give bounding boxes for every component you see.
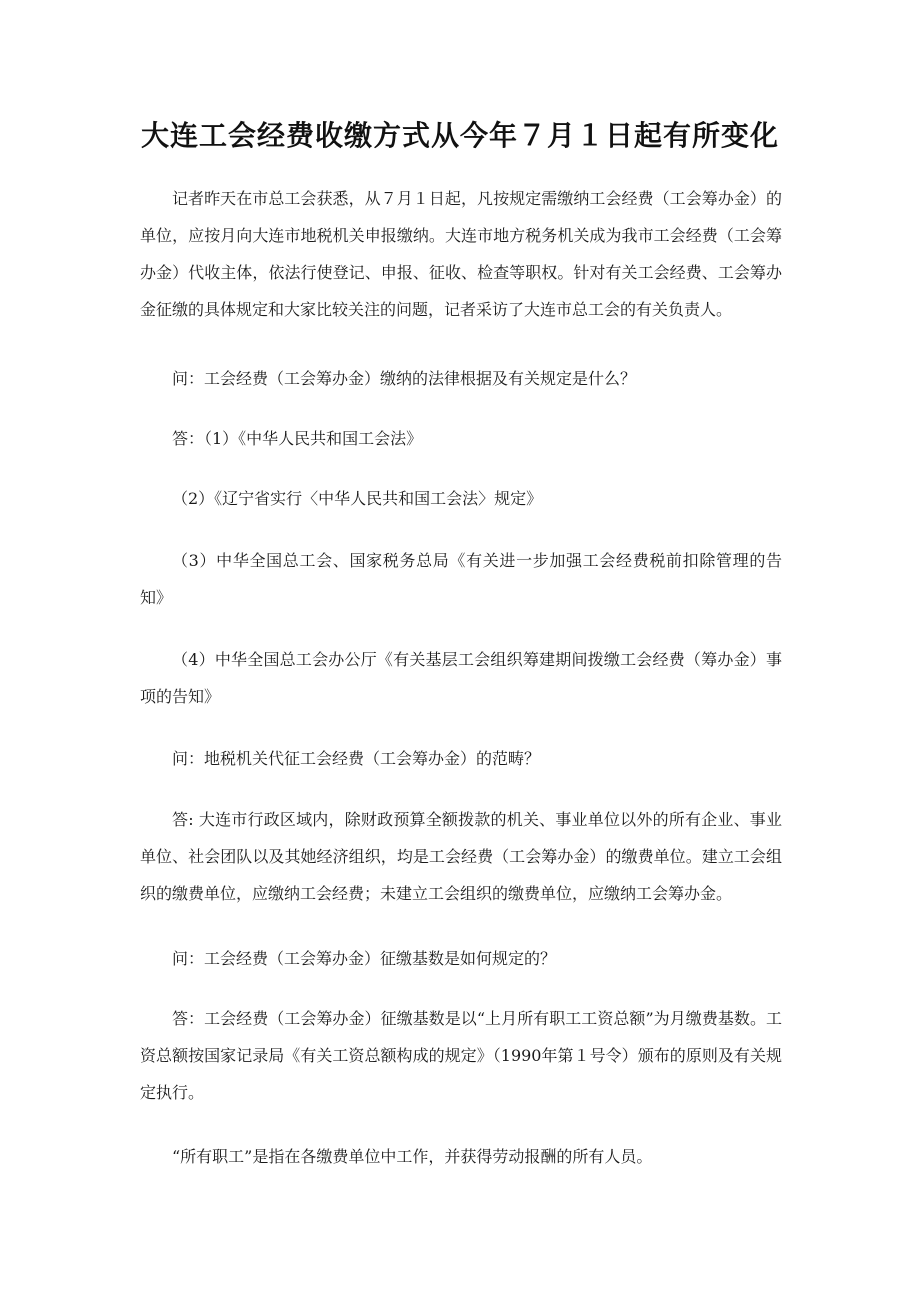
document-title: 大连工会经费收缴方式从今年７月１日起有所变化 [140,119,779,152]
intro-paragraph: 记者昨天在市总工会获悉，从７月１日起，凡按规定需缴纳工会经费（工会筹办金）的单位，应按月向大连市地税机关申报缴纳。大连市地方税务机关成为我市工会经费（工会筹办金）代收主体，依法行使登记、申报、征收、检查等职权。针对有关工会经费、工会筹办金征缴的具体规定和大家比较关注的问题，记者采访了大连市总工会的有关负责人。 [140,189,782,319]
answer-1-item-3: （3）中华全国总工会、国家税务总局《有关进一步加强工会经费税前扣除管理的告知》 [140,551,782,607]
answer-1-item-4: （4）中华全国总工会办公厅《有关基层工会组织筹建期间拨缴工会经费（筹办金）事项的告知》 [140,650,782,706]
question-1: 问：工会经费（工会筹办金）缴纳的法律根据及有关规定是什么？ [172,369,637,388]
question-2: 问：地税机关代征工会经费（工会筹办金）的范畴？ [172,749,541,768]
answer-1-item-2: （2）《辽宁省实行〈中华人民共和国工会法〉规定》 [172,489,543,508]
answer-2: 答: 大连市行政区域内，除财政预算全额拨款的机关、事业单位以外的所有企业、事业单位、社会团队以及其她经济组织，均是工会经费（工会筹办金）的缴费单位。建立工会组织的缴费单位，应缴纳工会经费；未建立工会组织的缴费单位，应缴纳工会筹办金。 [140,810,782,903]
answer-1-item-1: 答：（1）《中华人民共和国工会法》 [172,429,423,448]
answer-3: 答：工会经费（工会筹办金）征缴基数是以“上月所有职工工资总额”为月缴费基数。工资总额按国家记录局《有关工资总额构成的规定》（1990年第１号令）颁布的原则及有关规定执行。 [140,1009,782,1102]
question-3: 问：工会经费（工会筹办金）征缴基数是如何规定的？ [172,949,557,968]
definition-paragraph: “所有职工”是指在各缴费单位中工作，并获得劳动报酬的所有人员。 [172,1147,653,1166]
